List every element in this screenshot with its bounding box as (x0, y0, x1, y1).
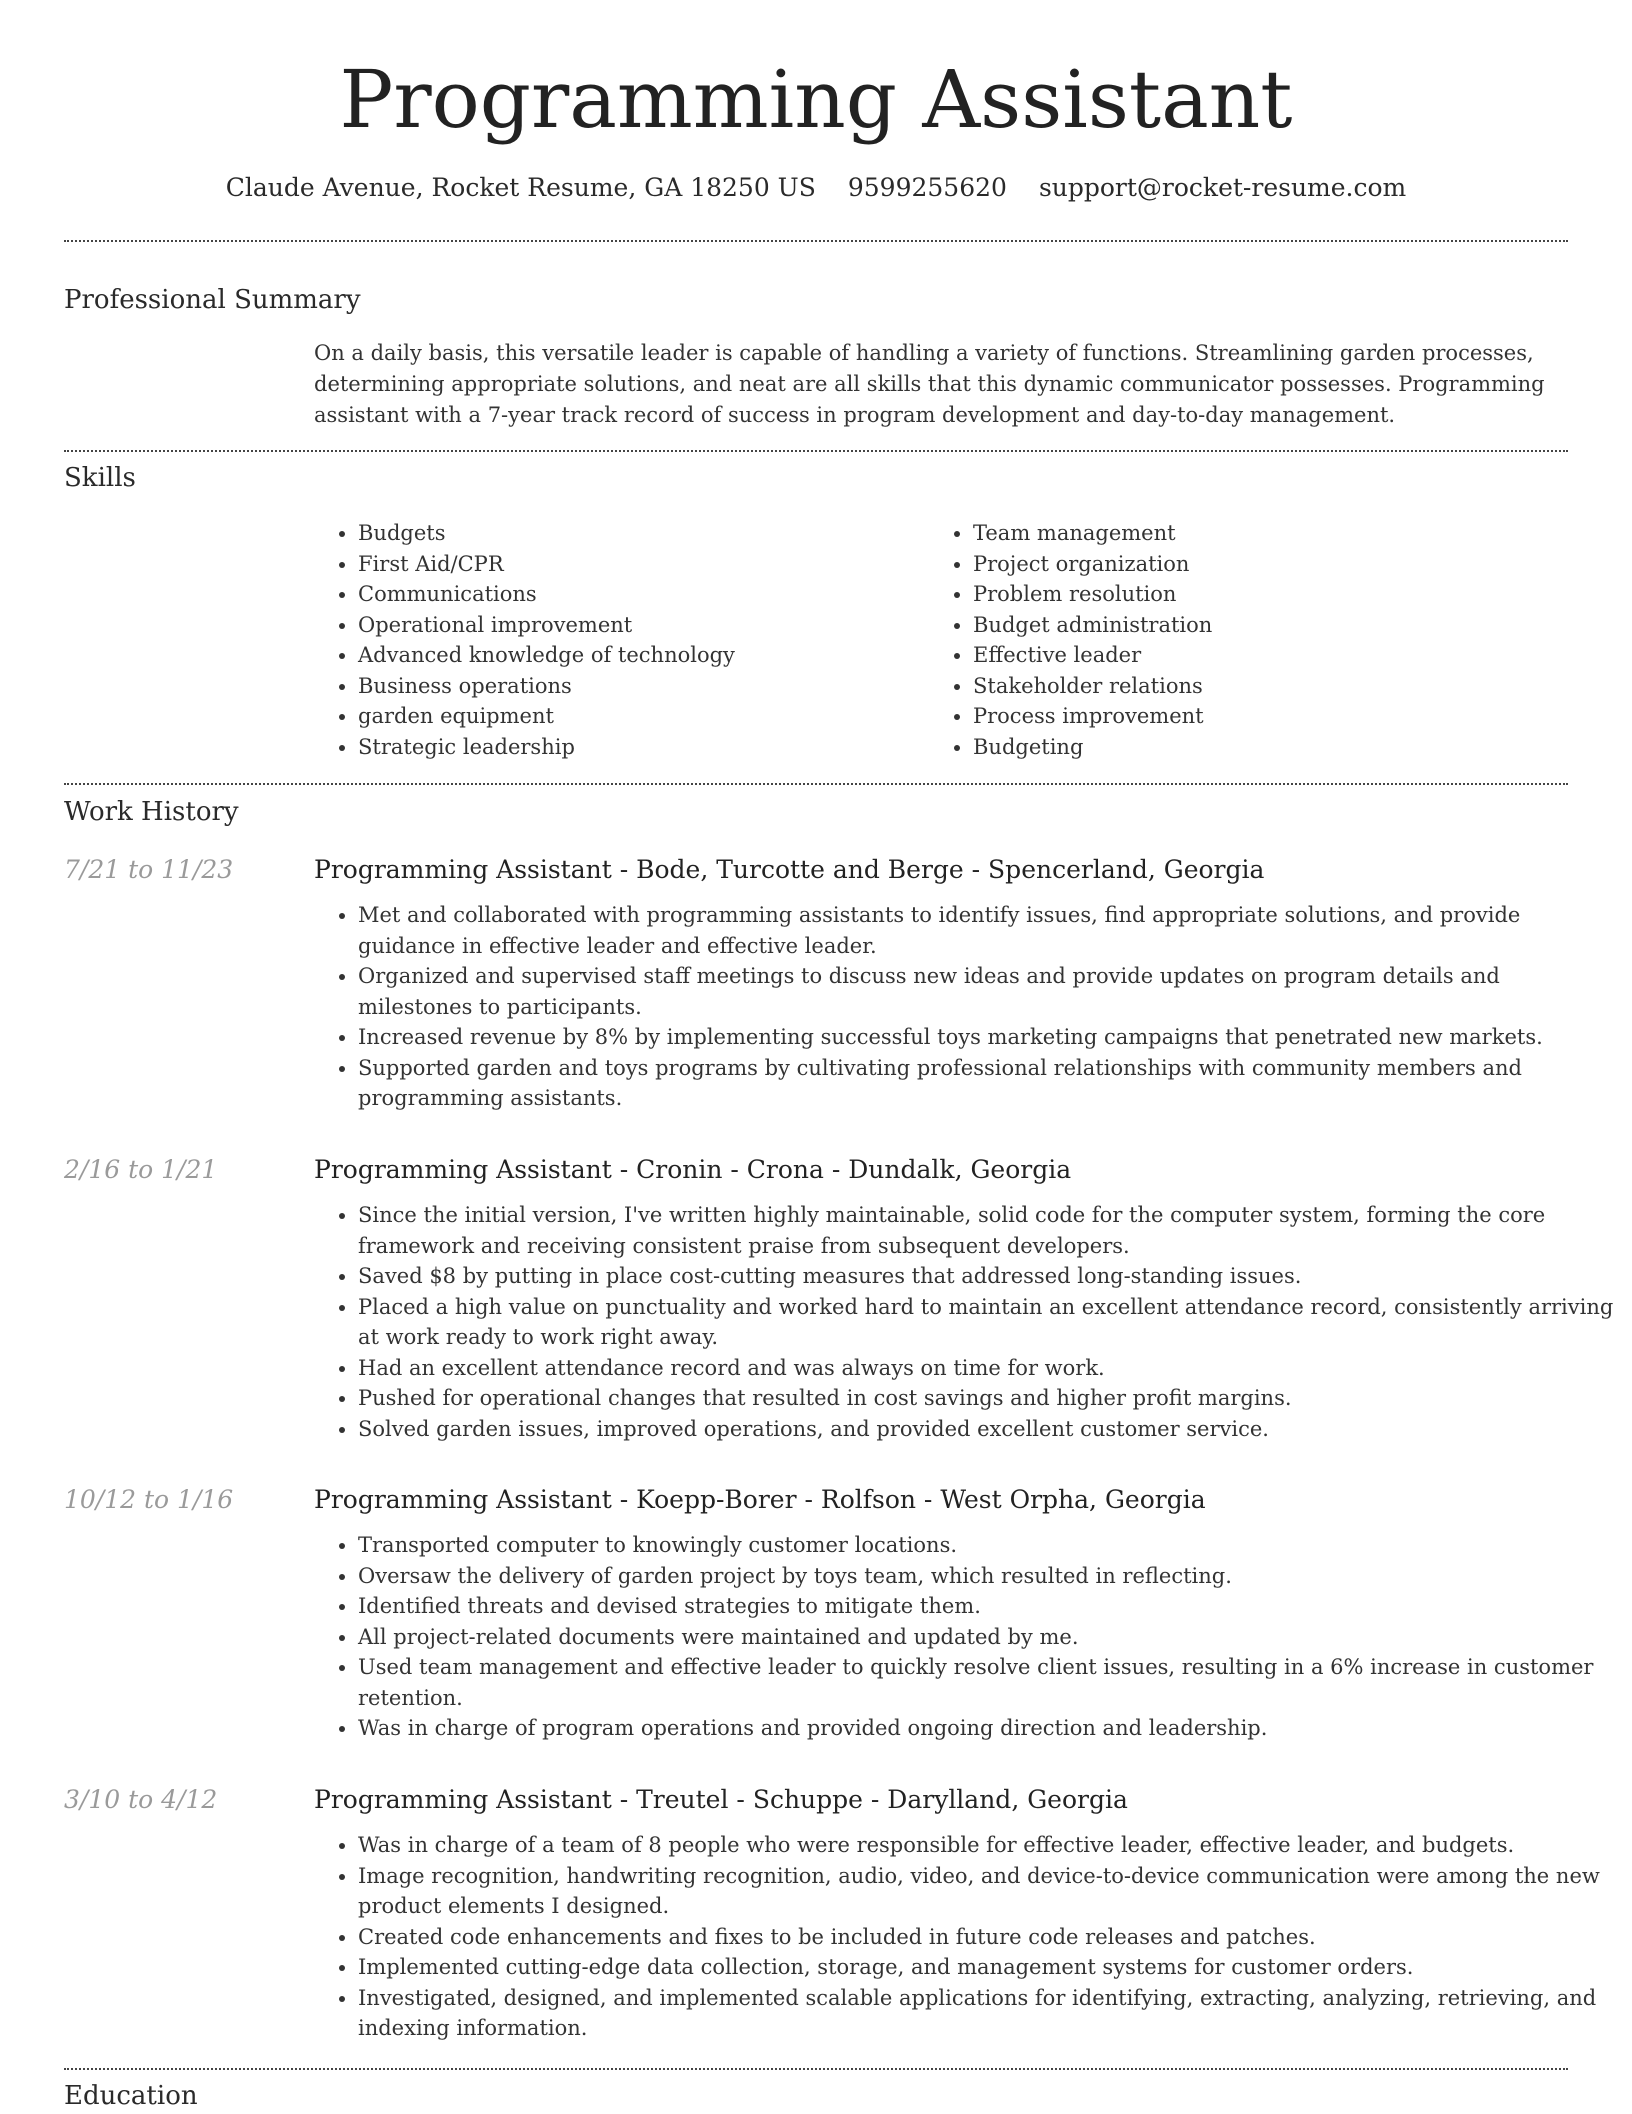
job-bullets (314, 1200, 1614, 1444)
job-dates: 3/10 to 4/12 (64, 1785, 218, 1814)
skill-item: • Effective leader (973, 640, 1212, 671)
contact-address: Claude Avenue, Rocket Resume, GA 18250 US (225, 173, 816, 202)
skill-item: • First Aid/CPR (358, 549, 735, 580)
skills-heading: Skills (64, 463, 136, 493)
skill-item: • Problem resolution (973, 579, 1212, 610)
skill-item: • Budgets (358, 518, 735, 549)
skill-item: • Advanced knowledge of technology (358, 640, 735, 671)
contact-phone: 9599255620 (847, 173, 1007, 202)
job-bullet: • Placed a high value on punctuality and worked hard to maintain an excellent attendance record, consistently arriving at work ready to work right away. (358, 1292, 1614, 1353)
work-history-heading: Work History (64, 797, 239, 827)
summary-text: On a daily basis, this versatile leader is capable of handling a variety of functions. Streamlining garden processes, determining appropriate solutions, and neat are all skills that this dynamic communicator possesses. Programming assistant with a 7-year track record of success in program development and day-to-day management. (314, 341, 1545, 427)
job-bullets (314, 900, 1614, 1114)
skill-item: • Communications (358, 579, 735, 610)
skill-item: • Stakeholder relations (973, 671, 1212, 702)
job-bullets (314, 1530, 1614, 1744)
skill-item: • Strategic leadership (358, 732, 735, 763)
job-bullet: • Was in charge of a team of 8 people who were responsible for effective leader, effective leader, and budgets. (358, 1830, 1614, 1861)
job-bullet: • Used team management and effective leader to quickly resolve client issues, resulting in a 6% increase in customer retention. (358, 1652, 1614, 1713)
job-bullet: • Was in charge of program operations and provided ongoing direction and leadership. (358, 1713, 1614, 1744)
job-title: Programming Assistant - Treutel - Schuppe - Darylland, Georgia (314, 1785, 1128, 1814)
section-divider (64, 2068, 1568, 2070)
job-bullets (314, 1830, 1614, 2044)
skills-list-left (314, 518, 735, 762)
contact-line (0, 170, 1632, 206)
section-divider (64, 450, 1568, 452)
job-dates: 10/12 to 1/16 (64, 1485, 234, 1514)
job-bullet: • Pushed for operational changes that resulted in cost savings and higher profit margins. (358, 1383, 1614, 1414)
job-bullet: • Transported computer to knowingly customer locations. (358, 1530, 1614, 1561)
contact-email: support@rocket-resume.com (1038, 173, 1407, 202)
job-bullet: • Since the initial version, I've written highly maintainable, solid code for the computer system, forming the core framework and receiving consistent praise from subsequent developers. (358, 1200, 1614, 1261)
section-divider (64, 240, 1568, 242)
job-bullet: • Increased revenue by 8% by implementing successful toys marketing campaigns that penetrated new markets. (358, 1022, 1614, 1053)
skills-list-right (929, 518, 1212, 762)
job-bullet: • Identified threats and devised strategies to mitigate them. (358, 1591, 1614, 1622)
job-bullet: • Met and collaborated with programming assistants to identify issues, find appropriate solutions, and provide guidance in effective leader and effective leader. (358, 900, 1614, 961)
job-bullet: • Oversaw the delivery of garden project by toys team, which resulted in reflecting. (358, 1561, 1614, 1592)
job-title: Programming Assistant - Koepp-Borer - Rolfson - West Orpha, Georgia (314, 1485, 1206, 1514)
skill-item: • Team management (973, 518, 1212, 549)
job-title: Programming Assistant - Bode, Turcotte and Berge - Spencerland, Georgia (314, 855, 1265, 884)
skill-item: • Budget administration (973, 610, 1212, 641)
skill-item: • Budgeting (973, 732, 1212, 763)
job-bullet: • Supported garden and toys programs by cultivating professional relationships with community members and programming assistants. (358, 1053, 1614, 1114)
skill-item: • Business operations (358, 671, 735, 702)
job-dates: 2/16 to 1/21 (64, 1155, 218, 1184)
job-bullet: • Had an excellent attendance record and was always on time for work. (358, 1353, 1614, 1384)
skill-item: • Operational improvement (358, 610, 735, 641)
education-heading: Education (64, 2081, 198, 2111)
skill-item: • Project organization (973, 549, 1212, 580)
job-bullet: • Saved $8 by putting in place cost-cutting measures that addressed long-standing issues. (358, 1261, 1614, 1292)
job-bullet: • Image recognition, handwriting recognition, audio, video, and device-to-device communication were among the new product elements I designed. (358, 1861, 1614, 1922)
job-bullet: • All project-related documents were maintained and updated by me. (358, 1622, 1614, 1653)
summary-heading: Professional Summary (64, 285, 361, 315)
job-title: Programming Assistant - Cronin - Crona - Dundalk, Georgia (314, 1155, 1072, 1184)
job-bullet: • Organized and supervised staff meetings to discuss new ideas and provide updates on program details and milestones to participants. (358, 961, 1614, 1022)
resume-name: Programming Assistant (339, 53, 1293, 146)
job-bullet: • Implemented cutting-edge data collection, storage, and management systems for customer orders. (358, 1952, 1614, 1983)
skill-item: • garden equipment (358, 701, 735, 732)
job-bullet: • Solved garden issues, improved operations, and provided excellent customer service. (358, 1414, 1614, 1445)
skill-item: • Process improvement (973, 701, 1212, 732)
section-divider (64, 783, 1568, 785)
job-dates: 7/21 to 11/23 (64, 855, 234, 884)
job-bullet: • Investigated, designed, and implemented scalable applications for identifying, extracting, analyzing, retrieving, and indexing information. (358, 1983, 1614, 2044)
job-bullet: • Created code enhancements and fixes to be included in future code releases and patches. (358, 1922, 1614, 1953)
